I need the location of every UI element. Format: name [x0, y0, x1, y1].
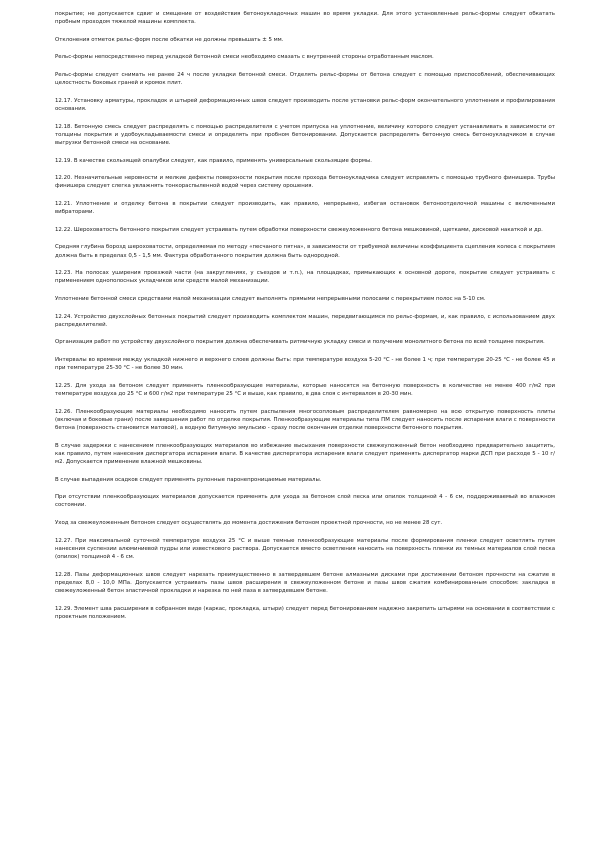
paragraph-17: 12.25. Для ухода за бетоном следует применять пленкообразующие материалы, которые наносятся на бетонную поверхность в количестве не менее 400 г/м2 при температуре воздуха до 25 °С и 600 г/м2 при температуре 25 °С и выше, как правило, в два слоя с интервалом в 20-30 мин. [55, 382, 555, 397]
paragraph-22: Уход за свежеуложенным бетоном следует осуществлять до момента достижения бетоном проектной прочности, но не менее 28 сут. [55, 519, 443, 526]
paragraph-7: 12.19. В качестве скользящей опалубки следует, как правило, применять универсальные скользящие формы. [55, 157, 372, 164]
paragraph-12: 12.23. На полосах уширения проезжей части (на закруглениях, у съездов и т.п.), на площадках, примыкающих к основной дороге, покрытие следует устраивать с применением однополосных укладчиков или средств малой механизации. [55, 270, 555, 285]
paragraph-5: 12.17. Установку арматуры, прокладок и штырей деформационных швов следует производить после установки рельс-форм окончательного уплотнения и профилирования основания. [55, 97, 555, 112]
paragraph-1: покрытие; не допускается сдвиг и смещение от воздействия бетоноукладочных машин во время укладки. Для этого установленные рельс-формы следует обкатать пробным проходом тяжелой машины комплекта. [55, 11, 555, 26]
paragraph-10: 12.22. Шероховатость бетонного покрытия следует устраивать путем обработки поверхности свежеуложенного бетона мешковиной, щетками, дисковой накаткой и др. [55, 226, 543, 233]
paragraph-20: В случае выпадения осадков следует применять рулонные паронепроницаемые материалы. [55, 476, 322, 483]
paragraph-18: 12.26. Пленкообразующие материалы необходимо наносить путем распыления многосопловым распределителем равномерно на всю открытую поверхность плиты (включая и боковые грани) после завершения работ по отделке покрытия. Пленкообразующие материалы типа ПМ следует наносить после испарения влаги с поверхности бетона (поверхность становится матовой), а водную битумную эмульсию - сразу после окончания отделки поверхности бетонного покрытия. [55, 408, 555, 431]
paragraph-8: 12.20. Незначительные неровности и мелкие дефекты поверхности покрытия после прохода бетоноукладчика следует исправлять с помощью трубного финишера. Трубы финишера следует слегка увлажнять тонкораспыленной водой через систему орошения. [55, 175, 555, 190]
paragraph-3: Рельс-формы непосредственно перед укладкой бетонной смеси необходимо смазать с внутренней стороны отработанным маслом. [55, 54, 434, 61]
paragraph-4: Рельс-формы следует снимать не ранее 24 ч после укладки бетонной смеси. Отделять рельс-формы от бетона следует с помощью приспособлений, обеспечивающих целостность боковых граней и кромок плит. [55, 71, 555, 87]
paragraph-16: Интервалы во времени между укладкой нижнего и верхнего слоев должны быть: при температуре воздуха 5-20 °С - не более 1 ч; при температуре 20-25 °С - не более 45 и при температуре 25-30 °С - не более 30 мин. [55, 356, 555, 372]
paragraph-2: Отклонения отметок рельс-форм после обкатки не должны превышать ± 5 мм. [55, 36, 284, 43]
paragraph-15: Организация работ по устройству двухслойного покрытия должна обеспечивать ритмичную укладку смеси и получение монолитного бетона по всей толщине покрытия. [55, 339, 545, 346]
paragraph-6: 12.18. Бетонную смесь следует распределять с помощью распределителя с учетом припуска на уплотнение, величину которого следует устанавливать в зависимости от толщины покрытия и удобоукладываемости смеси и определять при пробном бетонировании. Допускается распределять бетонную смесь бетоноукладчиком в случае выгрузки бетонной смеси на основание. [55, 123, 555, 146]
paragraph-25: 12.29. Элемент шва расширения в собранном виде (каркас, прокладка, штыри) следует перед бетонированием надежно закрепить штырями на основании в соответствии с проектным положением. [55, 605, 555, 620]
paragraph-9: 12.21. Уплотнение и отделку бетона в покрытии следует производить, как правило, непрерывно, избегая остановок бетоноотделочной машины с включенными вибраторами. [55, 200, 555, 216]
paragraph-11: Средняя глубина борозд шероховатости, определяемая по методу «песчаного пятна», в зависимости от требуемой величины коэффициента сцепления колеса с покрытием должна быть в пределах 0,5 - 1,5 мм. Фактура обработанного покрытия должна быть однородной. [55, 244, 555, 259]
paragraph-13: Уплотнение бетонной смеси средствами малой механизации следует выполнять прямыми непрерывными полосами с перекрытием полос на 5-10 см. [55, 295, 486, 302]
paragraph-14: 12.24. Устройство двухслойных бетонных покрытий следует производить комплектом машин, передвигающимся по рельс-формам, и, как правило, с использованием двух распределителей. [55, 313, 555, 328]
paragraph-23: 12.27. При максимальной суточной температуре воздуха 25 °С и выше темные пленкообразующие материалы после формирования пленки следует осветлять путем нанесения суспензии алюминиевой пудры или известкового раствора. Допускается вместо осветления наносить на поверхность пленки из темных материалов слой песка (опилок) толщиной 4 - 6 см. [55, 537, 555, 560]
paragraph-21: При отсутствии пленкообразующих материалов допускается применять для ухода за бетоном слой песка или опилок толщиной 4 - 6 см, поддерживаемый во влажном состоянии. [55, 494, 555, 509]
paragraph-19: В случае задержки с нанесением пленкообразующих материалов во избежание высыхания поверхности свежеуложенный бетон необходимо предварительно защитить, как правило, путем нанесения диспергатора испарения влаги. В качестве диспергатора испарения влаги следует применять диспергатор марки ДСП при расходе 5 - 10 г/м2. Допускается применение влажной мешковины. [55, 442, 555, 465]
document-page [55, 10, 555, 630]
paragraph-24: 12.28. Пазы деформационных швов следует нарезать преимущественно в затвердевшем бетоне алмазными дисками при достижении бетоном прочности на сжатие в пределах 8,0 - 10,0 МПа. Допускается устраивать пазы швов расширения в свежеуложенном бетоне и пазы швов сжатия комбинированным способом: закладка в свежеуложенный бетон эластичной прокладки и нарезка по ней паза в затвердевшем бетоне. [55, 571, 555, 594]
